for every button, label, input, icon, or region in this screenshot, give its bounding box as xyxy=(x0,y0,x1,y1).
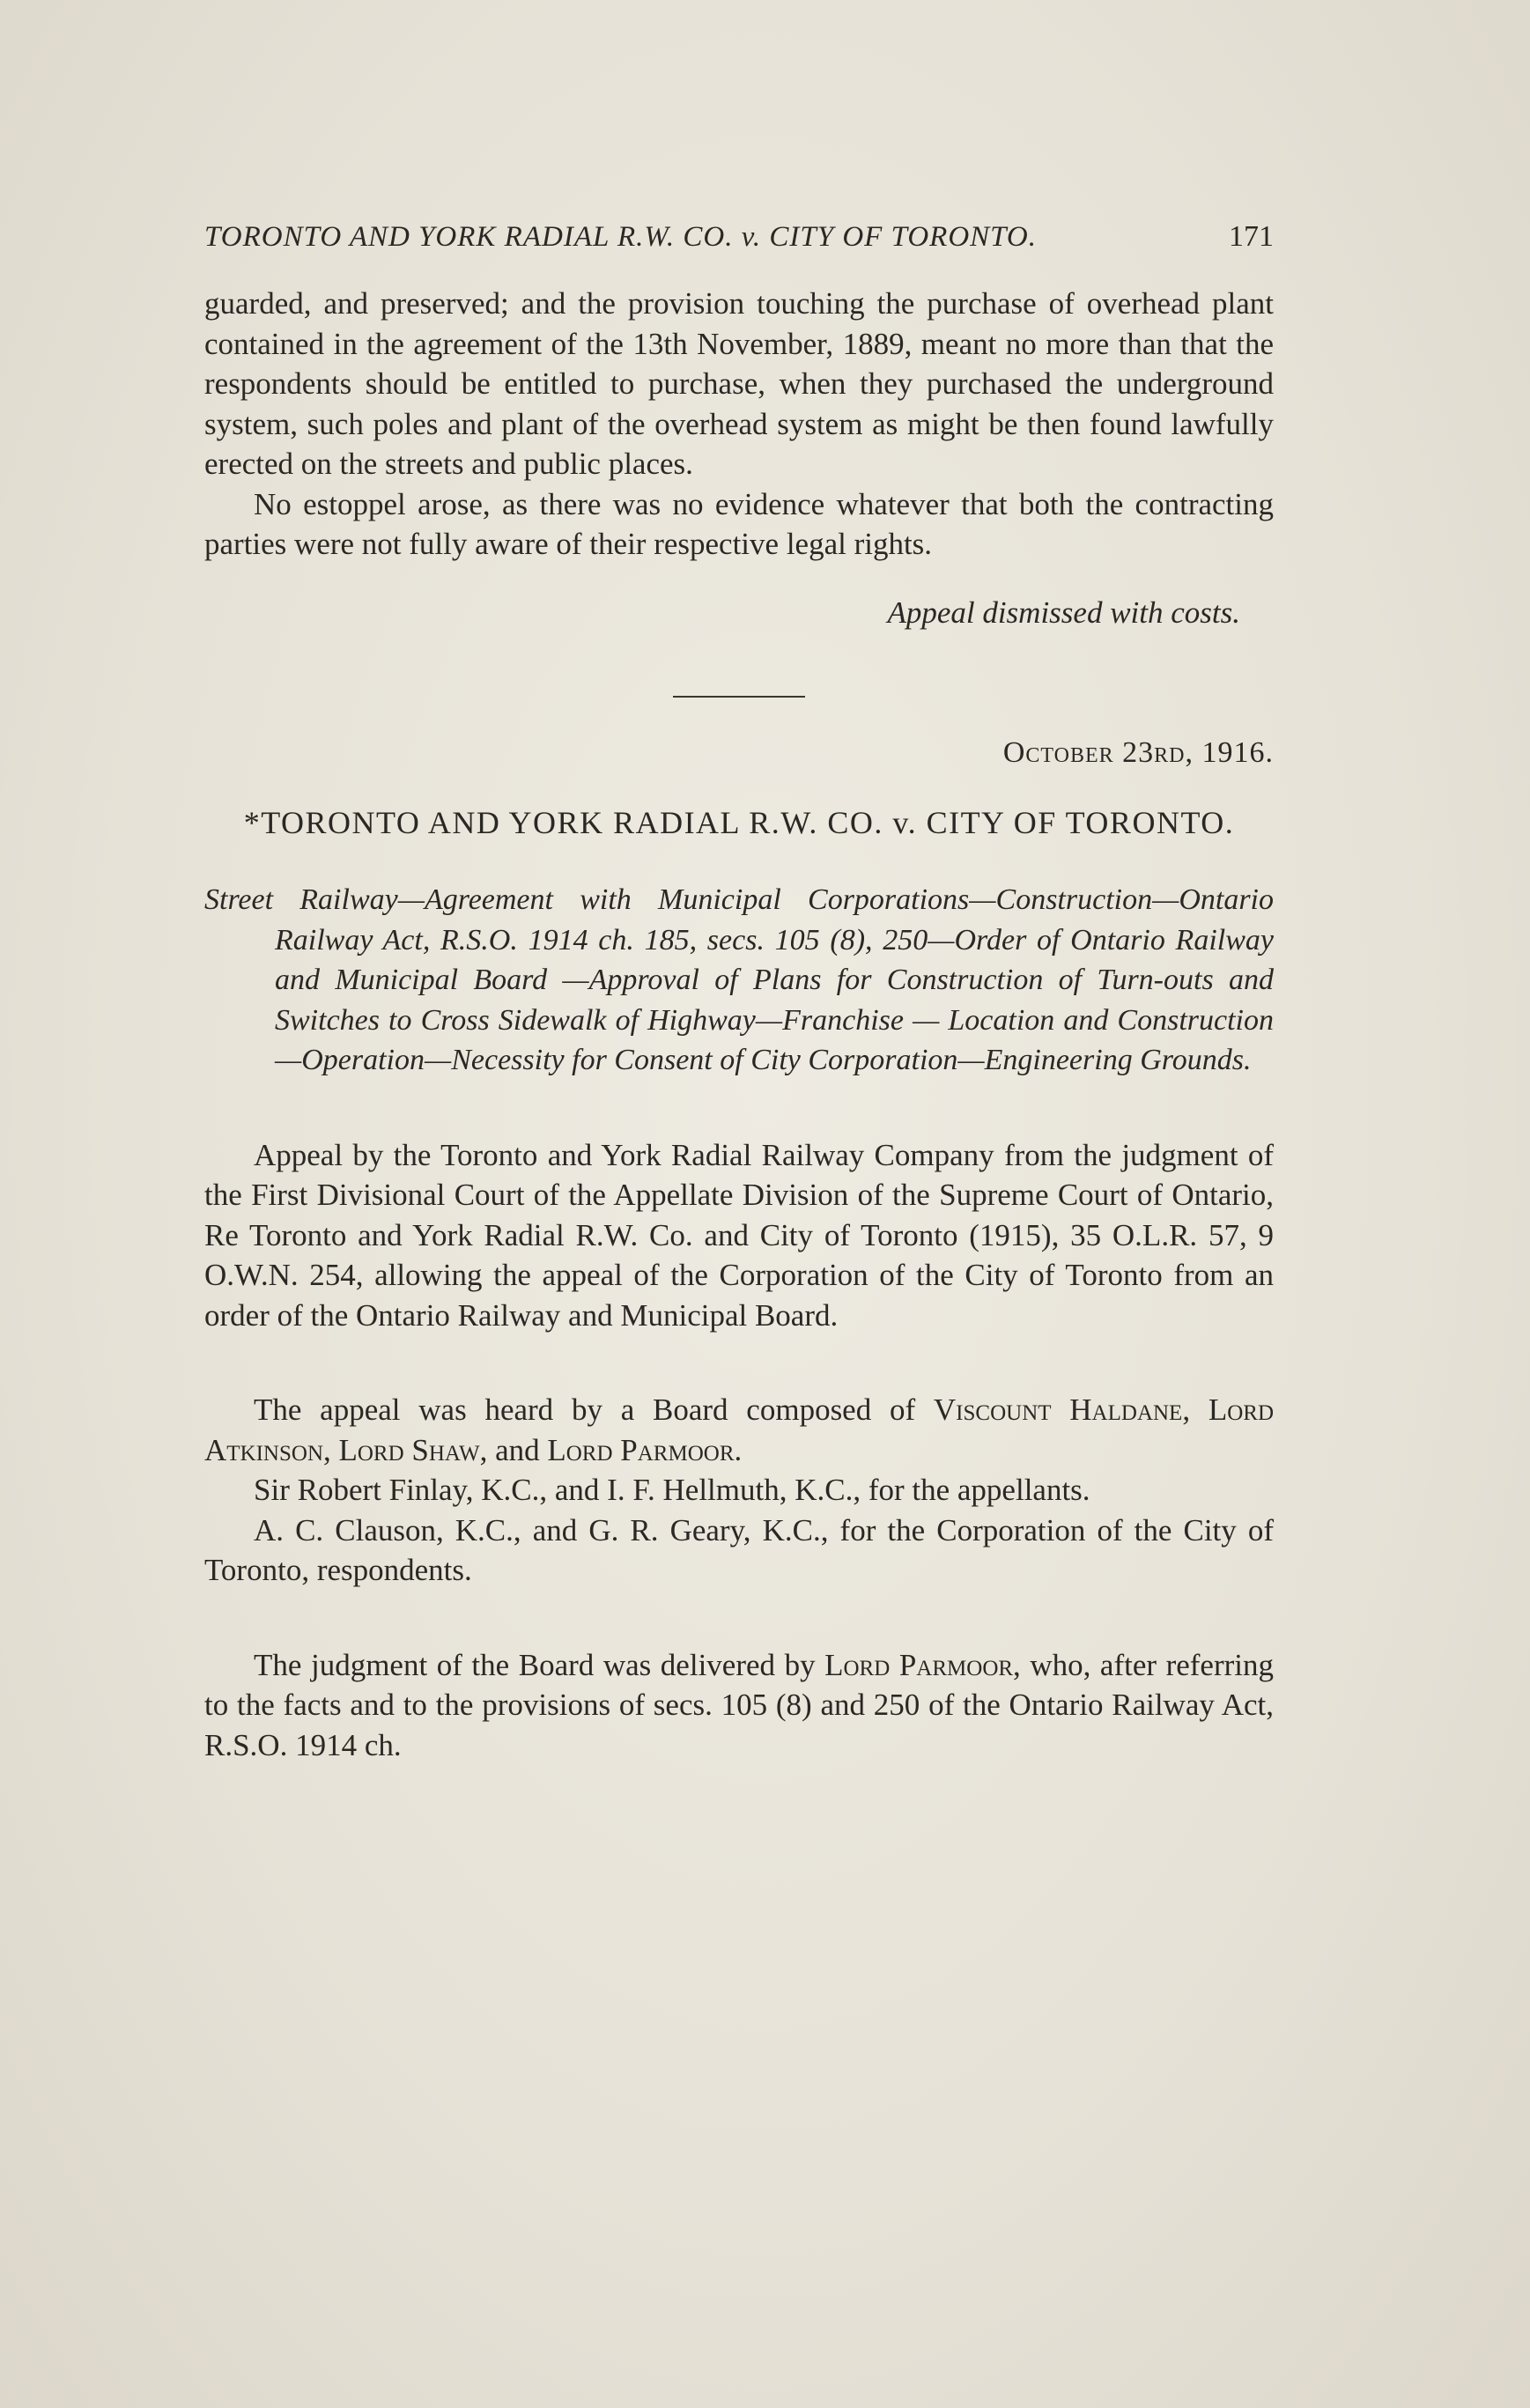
judgment-text-after: , who, after referring to the facts and to the provisions of secs. 105 (8) and 250 of the Ontario Railway Act, R.S.O. 1914 ch. xyxy=(204,1647,1274,1762)
disposition: Appeal dismissed with costs. xyxy=(887,595,1240,630)
board-paragraph xyxy=(204,1390,1274,1470)
respondents-counsel: A. C. Clauson, K.C., and G. R. Geary, K.C., for the Corporation of the City of Toronto, respondents. xyxy=(204,1512,1274,1587)
estoppel-paragraph: No estoppel arose, as there was no evidence whatever that both the contracting parties were not fully aware of their respective legal rights. xyxy=(204,486,1274,561)
page-number: 171 xyxy=(1229,220,1274,253)
section-divider xyxy=(673,696,805,698)
date-day: 23rd xyxy=(1122,736,1186,769)
appeal-paragraph: Appeal by the Toronto and York Radial Railway Company from the judgment of the First Divisional Court of the Appellate Division of the Supreme Court of Ontario, Re Toronto and York Radial R.W. Co. and City of Toronto (1915), 35 O.L.R. 57, 9 O.W.N. 254, allowing the appeal of the Corporation of the City of Toronto from an order of the Ontario Railway and Municipal Board. xyxy=(204,1137,1274,1333)
decision-date xyxy=(204,736,1274,770)
board-text-and: and xyxy=(487,1432,548,1467)
judgment-judge: Lord Parmoor xyxy=(824,1647,1014,1682)
running-head-title: TORONTO AND YORK RADIAL R.W. CO. v. CITY OF TORONTO. xyxy=(204,221,1038,253)
text-column xyxy=(204,220,1274,1765)
board-text-before: The appeal was heard by a Board composed of xyxy=(254,1392,934,1427)
board-names: Viscount Haldane, Lord Atkinson, Lord Shaw, xyxy=(204,1392,1274,1467)
case-title: *TORONTO AND YORK RADIAL R.W. CO. v. CITY OF TORONTO. xyxy=(243,805,1235,840)
opening-paragraph: guarded, and preserved; and the provision touching the purchase of overhead plant contained in the agreement of the 13th November, 1889, meant no more than that the respondents should be entitled to purchase, when they purchased the underground system, such poles and plant of the overhead system as might be then found lawfully erected on the streets and public places. xyxy=(204,286,1274,481)
board-last-name: Lord Parmoor xyxy=(547,1432,735,1467)
judgment-paragraph xyxy=(204,1645,1274,1766)
headnote: Street Railway—Agreement with Municipal Corporations—Construction—Ontario Railway Act, R.S.O. 1914 ch. 185, secs. 105 (8), 250—Order of Ontario Railway and Municipal Board —Approval of Plans for Construction of Turn-outs and Switches to Cross Sidewalk of Highway—Franchise — Location and Construction—Operation—Necessity for Consent of City Corporation—Engineering Grounds. xyxy=(204,883,1274,1076)
date-year: , 1916. xyxy=(1185,736,1274,769)
appellants-counsel: Sir Robert Finlay, K.C., and I. F. Hellmuth, K.C., for the appellants. xyxy=(254,1473,1090,1507)
board-text-after: . xyxy=(734,1432,743,1467)
date-month: October xyxy=(1002,736,1114,769)
judgment-text-before: The judgment of the Board was delivered by xyxy=(254,1647,825,1682)
running-head xyxy=(204,220,1274,254)
